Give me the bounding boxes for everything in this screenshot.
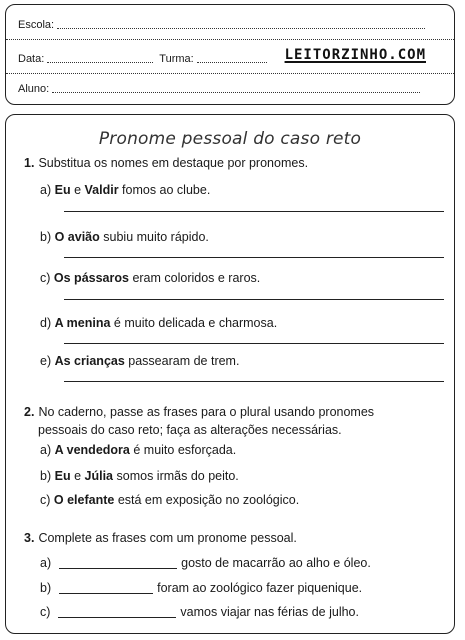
exercise-box [5, 114, 455, 634]
student-field[interactable] [18, 83, 442, 95]
question-prompt: pessoais do caso reto; faça as alterações necessárias. [38, 423, 342, 437]
date-line[interactable] [47, 62, 153, 63]
q1-item-d: d) A menina é muito delicada e charmosa. [40, 316, 278, 330]
class-label: Turma: [159, 53, 194, 65]
question-3 [24, 529, 440, 547]
student-line[interactable] [52, 92, 420, 93]
answer-line[interactable] [64, 211, 444, 212]
header-separator [6, 39, 454, 40]
answer-line[interactable] [64, 257, 444, 258]
answer-line[interactable] [64, 381, 444, 382]
school-line[interactable] [57, 28, 425, 29]
q2-item-c: c) O elefante está em exposição no zoológico. [40, 493, 300, 507]
question-number: 2. [24, 405, 35, 419]
school-field[interactable] [18, 19, 442, 31]
question-1 [24, 154, 440, 172]
brand-logo: LEITORZINHO.COM [284, 47, 426, 63]
student-label: Aluno: [18, 83, 50, 95]
q1-item-e: e) As crianças passearam de trem. [40, 354, 240, 368]
page-title: Pronome pessoal do caso reto [98, 129, 362, 149]
question-number: 1. [24, 156, 35, 170]
header-separator [6, 73, 454, 74]
answer-line[interactable] [64, 299, 444, 300]
answer-line[interactable] [64, 343, 444, 344]
fill-blank[interactable] [59, 556, 177, 569]
fill-blank[interactable] [59, 581, 153, 594]
question-prompt: No caderno, passe as frases para o plural usando pronomes [38, 405, 375, 419]
question-number: 3. [24, 531, 35, 545]
q2-item-a: a) A vendedora é muito esforçada. [40, 443, 237, 457]
q3-item-a: a) gosto de macarrão ao alho e óleo. [40, 556, 371, 570]
q1-item-a: a) Eu e Valdir fomos ao clube. [40, 183, 211, 197]
question-2 [24, 403, 440, 439]
date-label: Data: [18, 53, 45, 65]
q3-item-c: c) vamos viajar nas férias de julho. [40, 605, 359, 619]
class-line[interactable] [197, 62, 267, 63]
question-prompt: Substitua os nomes em destaque por pronomes. [38, 156, 309, 170]
question-prompt: Complete as frases com um pronome pessoal. [38, 531, 297, 545]
school-label: Escola: [18, 19, 55, 31]
fill-blank[interactable] [58, 605, 176, 618]
header-box [5, 4, 455, 105]
q1-item-c: c) Os pássaros eram coloridos e raros. [40, 271, 261, 285]
q1-item-b: b) O avião subiu muito rápido. [40, 230, 209, 244]
q3-item-b: b) foram ao zoológico fazer piquenique. [40, 581, 363, 595]
q2-item-b: b) Eu e Júlia somos irmãs do peito. [40, 469, 239, 483]
